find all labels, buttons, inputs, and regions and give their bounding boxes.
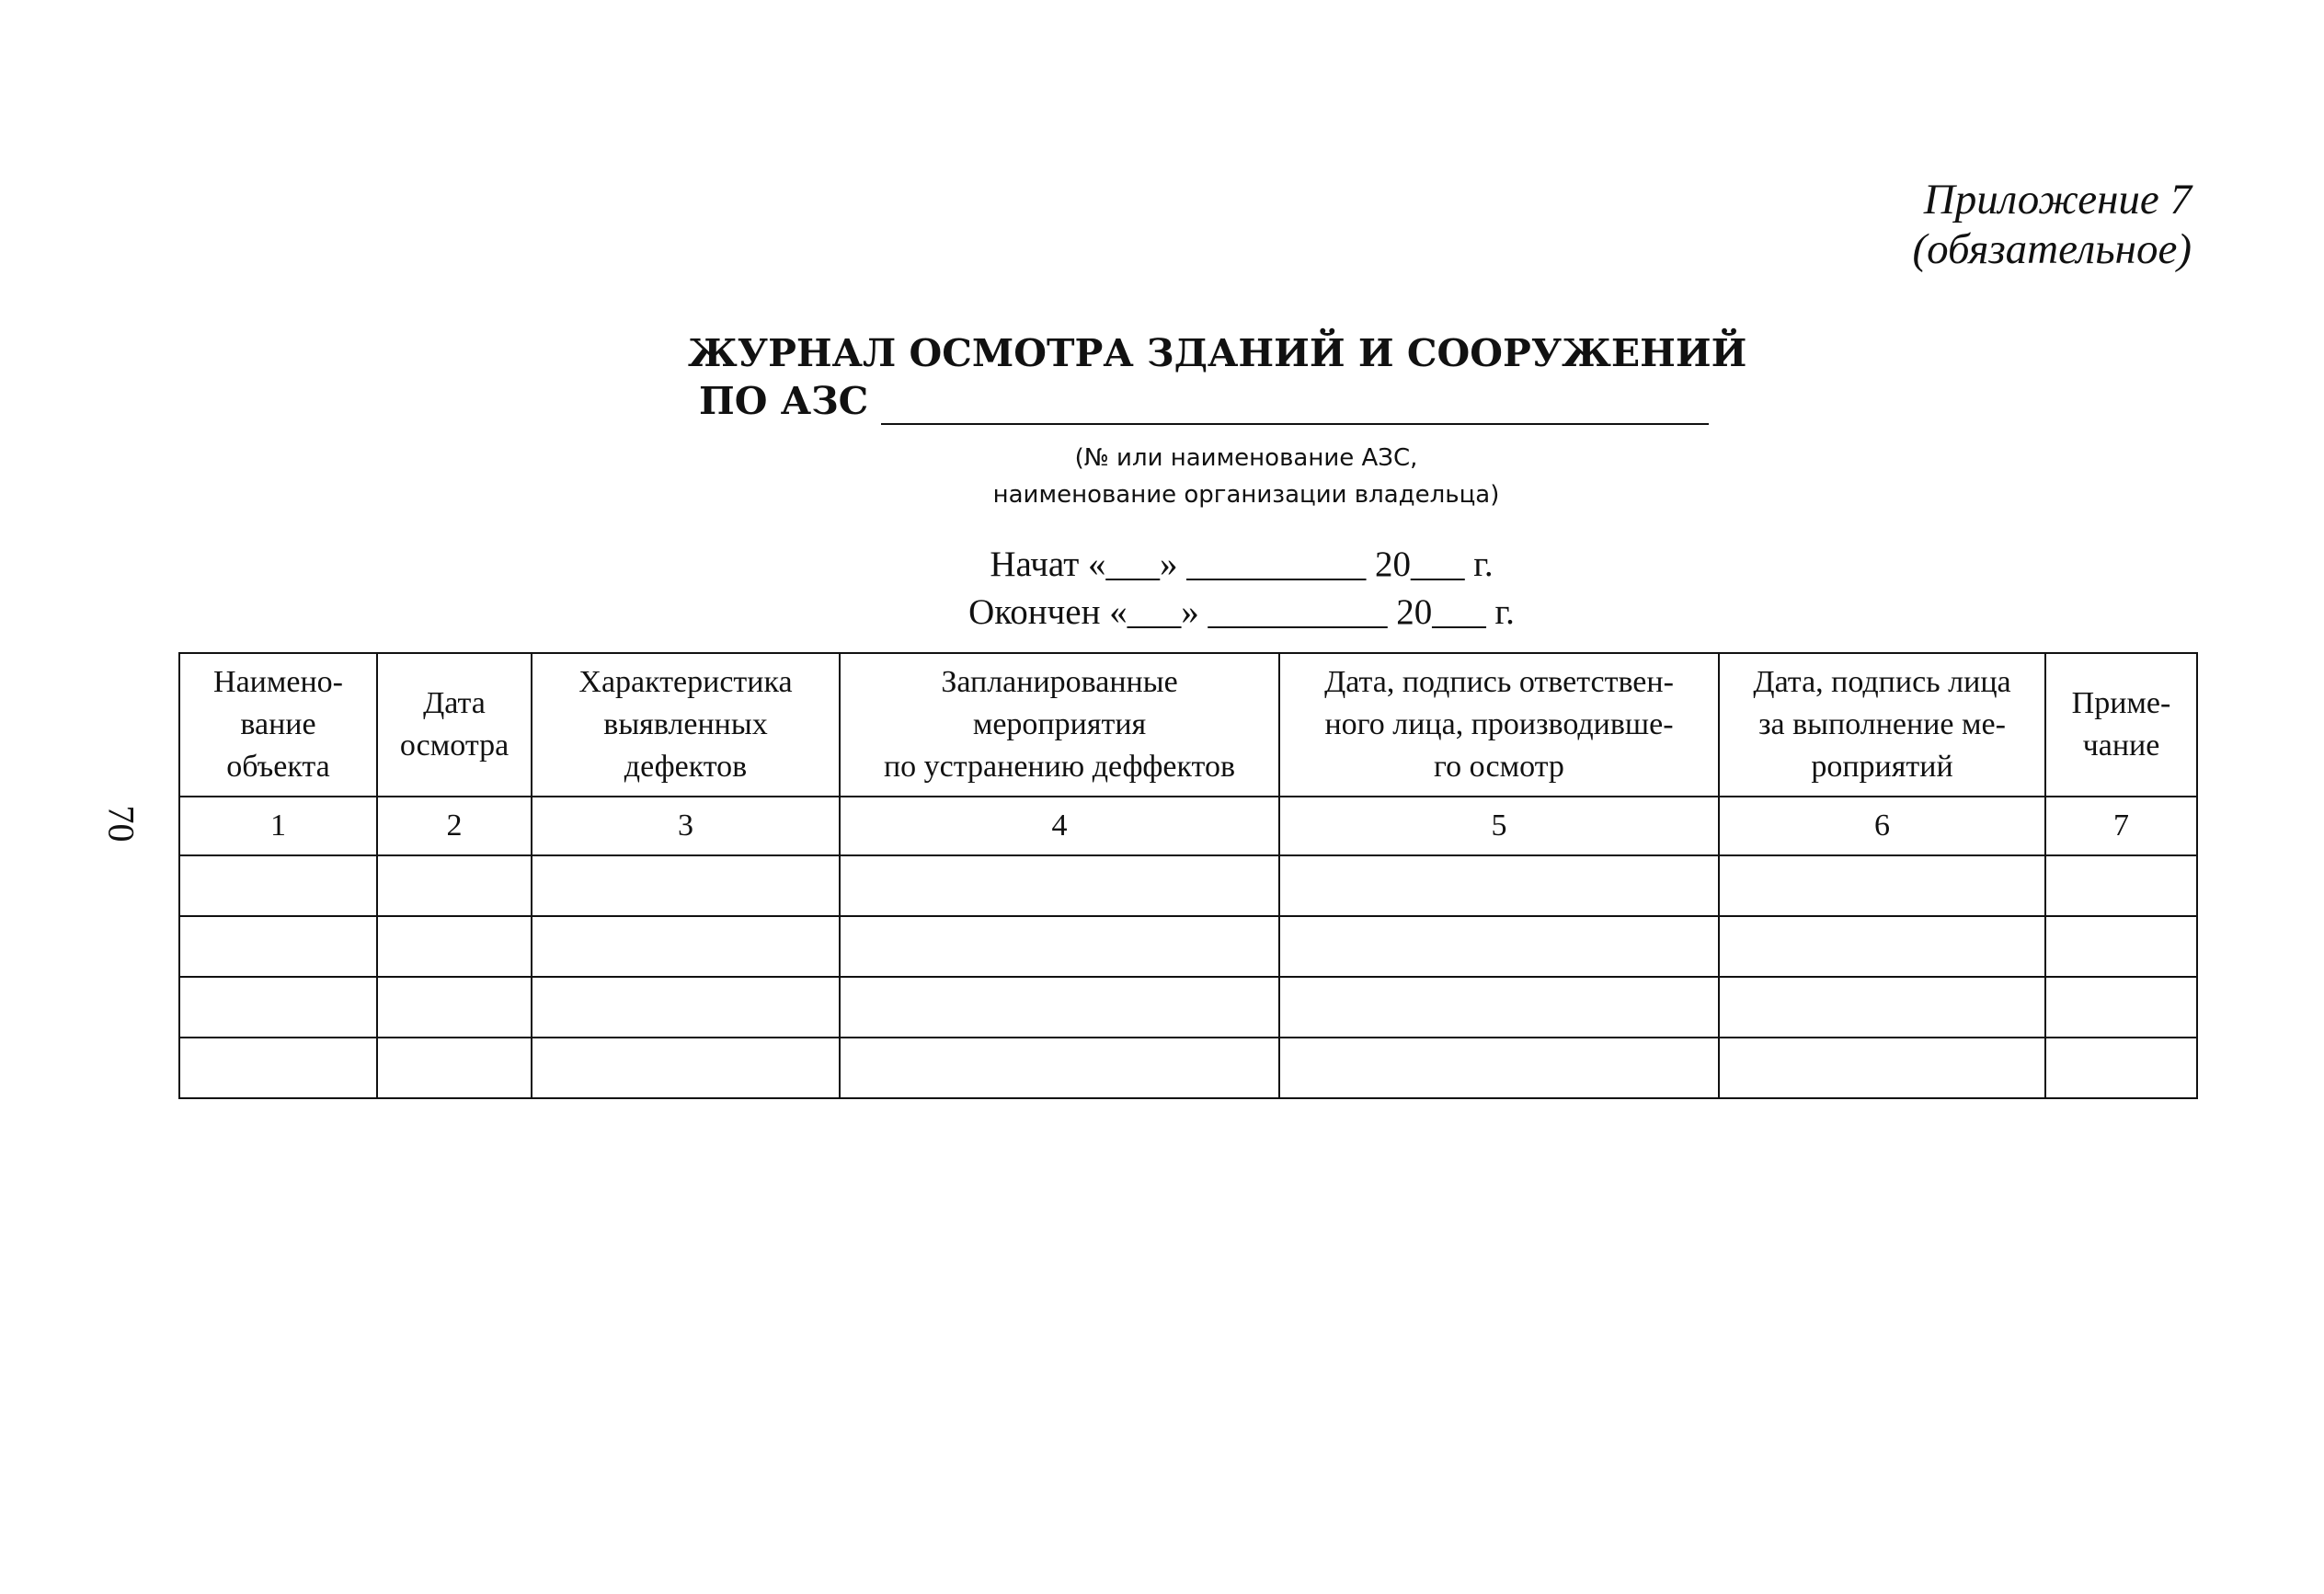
- table-cell[interactable]: [377, 916, 532, 977]
- table-cell[interactable]: [1719, 916, 2045, 977]
- table-cell[interactable]: [532, 855, 840, 916]
- journal-title-line2: [688, 377, 1746, 425]
- column-number: 7: [2045, 797, 2197, 855]
- station-caption-line2: наименование организации владельца): [992, 481, 1500, 509]
- appendix-number: Приложение 7: [1923, 176, 2192, 224]
- table-cell[interactable]: [179, 1038, 377, 1098]
- table-cell[interactable]: [179, 977, 377, 1038]
- header-cell: Приме- чание: [2045, 653, 2197, 797]
- table-cell[interactable]: [840, 855, 1279, 916]
- table-cell[interactable]: [1719, 1038, 2045, 1098]
- table-cell[interactable]: [179, 916, 377, 977]
- table-cell[interactable]: [840, 916, 1279, 977]
- table-cell[interactable]: [1279, 977, 1719, 1038]
- station-caption: [920, 440, 1573, 513]
- column-number: 4: [840, 797, 1279, 855]
- journal-title: [688, 329, 1746, 425]
- start-date-line: Начат «___» __________ 20___ г.: [990, 545, 1494, 584]
- table-cell[interactable]: [532, 916, 840, 977]
- table-cell[interactable]: [532, 1038, 840, 1098]
- header-cell: Запланированные мероприятия по устранению деффектов: [840, 653, 1279, 797]
- table-cell[interactable]: [532, 977, 840, 1038]
- end-date-line: Окончен «___» __________ 20___ г.: [968, 592, 1515, 632]
- table-cell[interactable]: [1719, 977, 2045, 1038]
- table-cell[interactable]: [2045, 855, 2197, 916]
- table-cell[interactable]: [377, 1038, 532, 1098]
- station-name-blank[interactable]: [881, 388, 1709, 425]
- table-cell[interactable]: [1279, 855, 1719, 916]
- header-cell: Дата осмотра: [377, 653, 532, 797]
- table-cell[interactable]: [179, 855, 377, 916]
- table-cell[interactable]: [1719, 855, 2045, 916]
- table-cell[interactable]: [377, 977, 532, 1038]
- appendix-status: (обязательное): [1912, 225, 2192, 273]
- table-cell[interactable]: [2045, 916, 2197, 977]
- table-cell[interactable]: [840, 977, 1279, 1038]
- inspection-table: [178, 652, 2198, 1099]
- table-row: [179, 977, 2197, 1038]
- header-cell: Дата, подпись ответствен- ного лица, производивше- го осмотр: [1279, 653, 1719, 797]
- table-cell[interactable]: [377, 855, 532, 916]
- page-number: 70: [100, 805, 143, 843]
- header-cell: Характеристика выявленных дефектов: [532, 653, 840, 797]
- column-number: 2: [377, 797, 532, 855]
- table-row: [179, 1038, 2197, 1098]
- table-cell[interactable]: [840, 1038, 1279, 1098]
- table-header-row: [179, 653, 2197, 797]
- appendix-label: [1912, 175, 2192, 274]
- column-number: 1: [179, 797, 377, 855]
- column-number-row: [179, 797, 2197, 855]
- journal-title-line1: ЖУРНАЛ ОСМОТРА ЗДАНИЙ И СООРУЖЕНИЙ: [688, 331, 1747, 375]
- column-number: 6: [1719, 797, 2045, 855]
- column-number: 3: [532, 797, 840, 855]
- header-cell: Наимено- вание объекта: [179, 653, 377, 797]
- column-number: 5: [1279, 797, 1719, 855]
- table-row: [179, 855, 2197, 916]
- journal-dates: [874, 541, 1609, 636]
- table-cell[interactable]: [2045, 1038, 2197, 1098]
- table-row: [179, 916, 2197, 977]
- journal-title-station: ПО АЗС: [699, 379, 869, 423]
- table-cell[interactable]: [1279, 1038, 1719, 1098]
- station-caption-line1: (№ или наименование АЗС,: [1074, 444, 1418, 472]
- header-cell: Дата, подпись лица за выполнение ме- роприятий: [1719, 653, 2045, 797]
- table-cell[interactable]: [2045, 977, 2197, 1038]
- table-cell[interactable]: [1279, 916, 1719, 977]
